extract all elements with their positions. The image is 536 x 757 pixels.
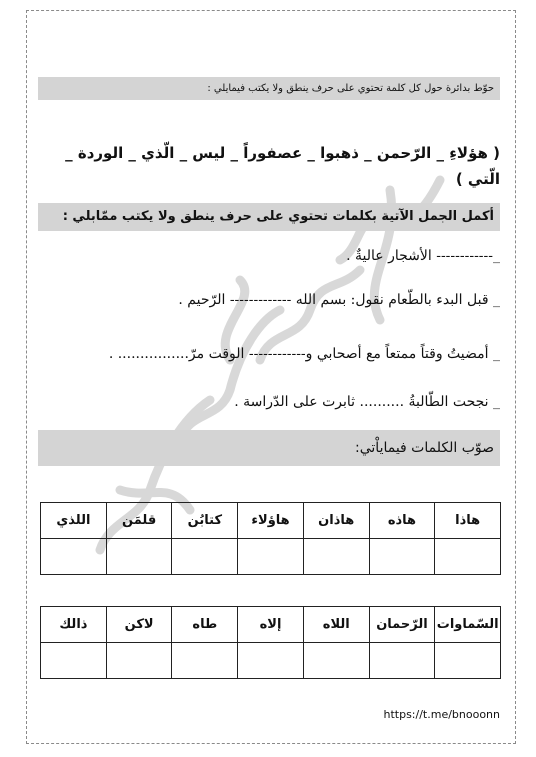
table-cell-word: لاكن xyxy=(106,607,172,643)
table-cell-word: قلمَن xyxy=(106,503,172,539)
table-cell-word: هاؤلاء xyxy=(238,503,304,539)
sentence-1: _------------ الأشجار عاليةٌ . xyxy=(346,248,500,264)
answer-cell[interactable] xyxy=(106,643,172,679)
table-row-words xyxy=(41,607,501,643)
answer-cell[interactable] xyxy=(41,539,107,575)
answer-cell[interactable] xyxy=(172,539,238,575)
words-table-1 xyxy=(40,502,501,575)
table-row-answers xyxy=(41,643,501,679)
table-row-answers xyxy=(41,539,501,575)
footer-link[interactable]: https://t.me/bnooonn xyxy=(383,708,500,721)
answer-cell[interactable] xyxy=(41,643,107,679)
words-table-2 xyxy=(40,606,501,679)
answer-cell[interactable] xyxy=(303,643,369,679)
table-cell-word: هاذا xyxy=(435,503,501,539)
answer-cell[interactable] xyxy=(238,643,304,679)
answer-cell[interactable] xyxy=(303,539,369,575)
table-cell-word: ذالك xyxy=(41,607,107,643)
sentence-2: _ قبل البدء بالطّعام نقول: بسم الله ------------- الرّحيم . xyxy=(178,292,500,308)
table-cell-word: اللاه xyxy=(303,607,369,643)
word-list: ( هؤلاءِ _ الرّحمن _ ذهبوا _ عصفوراً _ ليس _ الّذي _ الوردة _ الّتي ) xyxy=(65,144,500,188)
answer-cell[interactable] xyxy=(435,539,501,575)
answer-cell[interactable] xyxy=(435,643,501,679)
answer-cell[interactable] xyxy=(369,539,435,575)
table-cell-word: هاذان xyxy=(303,503,369,539)
write-task-instruction: صوّب الكلمات فيماياْتي: xyxy=(38,430,500,466)
table-cell-word: طاه xyxy=(172,607,238,643)
circle-task-instruction: حوّط بدائرة حول كل كلمة تحتوي على حرف ينطق ولا يكتب فيمايلي : xyxy=(38,77,500,100)
table-row-words xyxy=(41,503,501,539)
table-cell-word: كتابُن xyxy=(172,503,238,539)
table-cell-word: هاذه xyxy=(369,503,435,539)
table-cell-word: الرّحمان xyxy=(369,607,435,643)
table-cell-word: السّماوات xyxy=(435,607,501,643)
answer-cell[interactable] xyxy=(238,539,304,575)
sentence-3: _ أمضيتُ وقتاً ممتعاً مع أصحابي و------------ الوقت مرّ................ . xyxy=(108,346,500,362)
answer-cell[interactable] xyxy=(369,643,435,679)
sentence-4: _ نجحت الطّالبةُ .......... ثابرت على الدّراسة . xyxy=(234,394,500,410)
answer-cell[interactable] xyxy=(172,643,238,679)
table-cell-word: اللذي xyxy=(41,503,107,539)
answer-cell[interactable] xyxy=(106,539,172,575)
table-cell-word: إلاه xyxy=(238,607,304,643)
complete-task-instruction: أكمل الجمل الآتية بكلمات تحتوي على حرف ينطق ولا يكتب ممّابلي : xyxy=(38,203,500,231)
